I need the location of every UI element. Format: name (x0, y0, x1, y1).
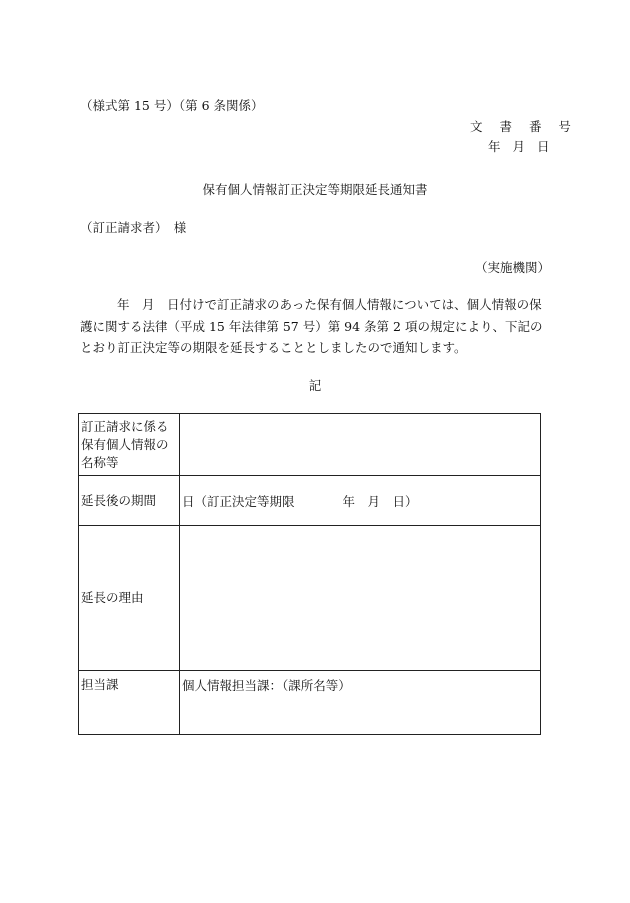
info-table (78, 413, 541, 735)
form-label: （様式第 15 号）（第 6 条関係） (80, 98, 264, 113)
document-number: 文 書 番 号 (470, 119, 578, 134)
label-target-info: 訂正請求に係る保有個人情報の名称等 (79, 414, 180, 476)
label-extension-period: 延長後の期間 (79, 476, 180, 526)
table-row (79, 476, 541, 526)
body-text: 年 月 日付けで訂正請求のあった保有個人情報については、個人情報の保護に関する法律（平成 15 年法律第 57 号）第 94 条第 2 項の規定により、下記のとおり訂正決定等の期限を延長することとしましたので通知します。 (80, 297, 543, 355)
organization-line: （実施機関） (474, 260, 550, 275)
extension-period-text-b: 年 月 日） (342, 493, 418, 509)
value-extension-period (180, 476, 541, 526)
table-row (79, 414, 541, 476)
extension-period-text-a: 日（訂正決定等期限 (182, 493, 295, 509)
table-row (79, 526, 541, 671)
value-department: 個人情報担当課：（課所名等） (180, 671, 541, 735)
label-extension-reason: 延長の理由 (79, 526, 180, 671)
ki-heading: 記 (308, 378, 322, 393)
table-row (79, 671, 541, 735)
body-paragraph (80, 294, 550, 359)
value-extension-reason (180, 526, 541, 671)
label-department: 担当課 (79, 671, 180, 735)
recipient-line: （訂正請求者） 様 (80, 220, 187, 235)
value-target-info (180, 414, 541, 476)
document-date: 年 月 日 (488, 139, 554, 154)
document-title: 保有個人情報訂正決定等期限延長通知書 (202, 182, 428, 197)
